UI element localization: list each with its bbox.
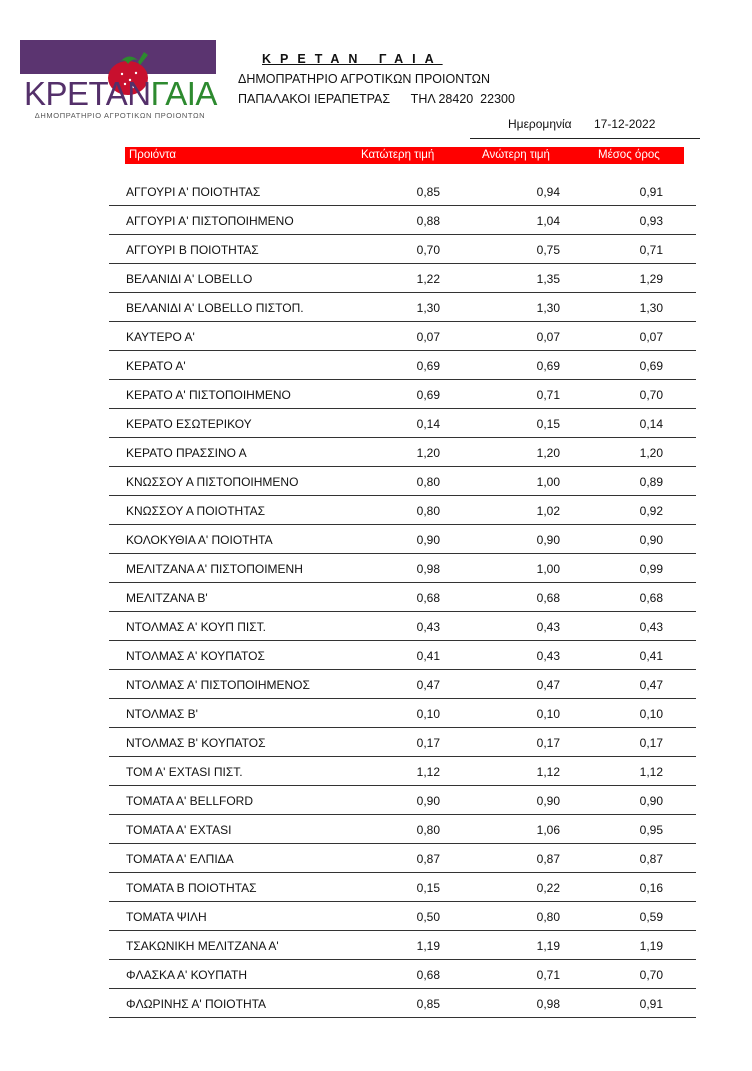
table-row — [109, 989, 696, 1018]
table-row — [109, 641, 696, 670]
table-row — [109, 351, 696, 380]
logo-word-part2: ΓΑΙΑ — [150, 75, 217, 112]
average-price: 0,70 — [639, 968, 663, 982]
average-price: 0,91 — [639, 185, 663, 199]
table-row — [109, 554, 696, 583]
min-price: 0,69 — [416, 359, 440, 373]
max-price: 1,35 — [536, 272, 560, 286]
max-price: 1,19 — [536, 939, 560, 953]
average-price: 0,43 — [639, 620, 663, 634]
average-price: 0,17 — [639, 736, 663, 750]
product-name: ΝΤΟΛΜΑΣ Β' ΚΟΥΠΑΤΟΣ — [126, 736, 266, 750]
average-price: 0,47 — [639, 678, 663, 692]
table-row — [109, 467, 696, 496]
product-name: ΤΟΜΑΤΑ Α' BELLFORD — [126, 794, 253, 808]
min-price: 0,88 — [416, 214, 440, 228]
average-price: 0,69 — [639, 359, 663, 373]
max-price: 1,00 — [536, 475, 560, 489]
min-price: 0,80 — [416, 504, 440, 518]
min-price: 0,90 — [416, 533, 440, 547]
min-price: 1,22 — [416, 272, 440, 286]
max-price: 0,17 — [536, 736, 560, 750]
table-row — [109, 380, 696, 409]
min-price: 0,85 — [416, 185, 440, 199]
product-name: ΚΕΡΑΤΟ ΠΡΑΣΣΙΝΟ Α — [126, 446, 247, 460]
column-header-product: Προιόντα — [129, 149, 176, 161]
average-price: 0,90 — [639, 533, 663, 547]
product-name: ΤΣΑΚΩΝΙΚΗ ΜΕΛΙΤΖΑΝΑ Α' — [126, 939, 279, 953]
table-row — [109, 786, 696, 815]
product-name: ΝΤΟΛΜΑΣ Α' ΠΙΣΤΟΠΟΙΗΜΕΝΟΣ — [126, 678, 310, 692]
product-name: ΦΛΩΡΙΝΗΣ Α' ΠΟΙΟΤΗΤΑ — [126, 997, 267, 1011]
min-price: 0,47 — [416, 678, 440, 692]
table-row — [109, 844, 696, 873]
table-row — [109, 670, 696, 699]
average-price: 0,16 — [639, 881, 663, 895]
min-price: 1,19 — [416, 939, 440, 953]
average-price: 1,20 — [639, 446, 663, 460]
product-name: ΤΟΜ Α' EXTASI ΠΙΣΤ. — [126, 765, 243, 779]
min-price: 0,15 — [416, 881, 440, 895]
average-price: 0,41 — [639, 649, 663, 663]
max-price: 0,07 — [536, 330, 560, 344]
min-price: 0,68 — [416, 591, 440, 605]
table-row — [109, 235, 696, 264]
table-row — [109, 293, 696, 322]
price-table — [109, 177, 696, 1018]
product-name: ΑΓΓΟΥΡΙ Α' ΠΙΣΤΟΠΟΙΗΜΕΝΟ — [126, 214, 294, 228]
average-price: 1,19 — [639, 939, 663, 953]
table-row — [109, 409, 696, 438]
average-price: 1,12 — [639, 765, 663, 779]
document-header — [238, 49, 515, 109]
table-row — [109, 583, 696, 612]
table-row — [109, 960, 696, 989]
max-price: 0,90 — [536, 794, 560, 808]
max-price: 1,30 — [536, 301, 560, 315]
product-name: ΚΑΥΤΕΡΟ Α' — [126, 330, 195, 344]
average-price: 1,29 — [639, 272, 663, 286]
average-price: 1,30 — [639, 301, 663, 315]
max-price: 0,10 — [536, 707, 560, 721]
table-row — [109, 699, 696, 728]
average-price: 0,70 — [639, 388, 663, 402]
product-name: ΜΕΛΙΤΖΑΝΑ Α' ΠΙΣΤΟΠΟΙΜΕΝΗ — [126, 562, 303, 576]
product-name: ΝΤΟΛΜΑΣ Β' — [126, 707, 198, 721]
min-price: 0,90 — [416, 794, 440, 808]
table-row — [109, 322, 696, 351]
product-name: ΦΛΑΣΚΑ Α' ΚΟΥΠΑΤΗ — [126, 968, 248, 982]
average-price: 0,07 — [639, 330, 663, 344]
min-price: 0,85 — [416, 997, 440, 1011]
average-price: 0,99 — [639, 562, 663, 576]
max-price: 0,15 — [536, 417, 560, 431]
product-name: ΤΟΜΑΤΑ Α' EXTASI — [126, 823, 232, 837]
min-price: 0,50 — [416, 910, 440, 924]
max-price: 0,98 — [536, 997, 560, 1011]
min-price: 0,10 — [416, 707, 440, 721]
average-price: 0,89 — [639, 475, 663, 489]
max-price: 0,69 — [536, 359, 560, 373]
product-name: ΝΤΟΛΜΑΣ Α' ΚΟΥΠΑΤΟΣ — [126, 649, 265, 663]
table-row — [109, 496, 696, 525]
logo-subtitle: ΔΗΜΟΠΡΑΤΗΡΙΟ ΑΓΡΟΤΙΚΩΝ ΠΡΟΙΟΝΤΩΝ — [34, 111, 206, 120]
max-price: 0,87 — [536, 852, 560, 866]
table-row — [109, 264, 696, 293]
product-name: ΤΟΜΑΤΑ ΨΙΛΗ — [126, 910, 207, 924]
max-price: 1,04 — [536, 214, 560, 228]
product-name: ΚΕΡΑΤΟ Α' ΠΙΣΤΟΠΟΙΗΜΕΝΟ — [126, 388, 291, 402]
max-price: 1,12 — [536, 765, 560, 779]
table-header — [125, 147, 684, 164]
average-price: 0,68 — [639, 591, 663, 605]
max-price: 0,22 — [536, 881, 560, 895]
min-price: 0,98 — [416, 562, 440, 576]
max-price: 0,90 — [536, 533, 560, 547]
max-price: 1,02 — [536, 504, 560, 518]
date-value: 17-12-2022 — [594, 117, 656, 131]
min-price: 0,14 — [416, 417, 440, 431]
average-price: 0,87 — [639, 852, 663, 866]
min-price: 0,80 — [416, 475, 440, 489]
max-price: 0,68 — [536, 591, 560, 605]
average-price: 0,92 — [639, 504, 663, 518]
column-header-min-price: Κατώτερη τιμή — [361, 149, 435, 161]
max-price: 0,75 — [536, 243, 560, 257]
header-line-2: ΠΑΠΑΛΑΚΟΙ ΙΕΡΑΠΕΤΡΑΣ ΤΗΛ 28420 22300 — [238, 92, 515, 106]
table-row — [109, 931, 696, 960]
table-row — [109, 873, 696, 902]
average-price: 0,93 — [639, 214, 663, 228]
min-price: 0,07 — [416, 330, 440, 344]
product-name: ΒΕΛΑΝΙΔΙ Α' LOBELLO ΠΙΣΤΟΠ. — [126, 301, 304, 315]
table-row — [109, 438, 696, 467]
product-name: ΚΝΩΣΣΟΥ Α ΠΙΣΤΟΠΟΙΗΜΕΝΟ — [126, 475, 299, 489]
product-name: ΚΟΛΟΚΥΘΙΑ Α' ΠΟΙΟΤΗΤΑ — [126, 533, 273, 547]
max-price: 0,80 — [536, 910, 560, 924]
header-divider — [470, 138, 700, 139]
product-name: ΜΕΛΙΤΖΑΝΑ Β' — [126, 591, 208, 605]
logo-word-part1: ΚΡΕΤΑΝ — [24, 75, 151, 112]
table-row — [109, 177, 696, 206]
min-price: 1,12 — [416, 765, 440, 779]
max-price: 0,43 — [536, 649, 560, 663]
max-price: 0,47 — [536, 678, 560, 692]
product-name: ΚΕΡΑΤΟ Α' — [126, 359, 186, 373]
product-name: ΑΓΓΟΥΡΙ Β ΠΟΙΟΤΗΤΑΣ — [126, 243, 259, 257]
max-price: 0,71 — [536, 968, 560, 982]
min-price: 1,20 — [416, 446, 440, 460]
average-price: 0,91 — [639, 997, 663, 1011]
column-header-average: Μέσος όρος — [598, 149, 660, 161]
average-price: 0,59 — [639, 910, 663, 924]
product-name: ΚΕΡΑΤΟ ΕΣΩΤΕΡΙΚΟΥ — [126, 417, 252, 431]
min-price: 0,87 — [416, 852, 440, 866]
min-price: 0,70 — [416, 243, 440, 257]
product-name: ΤΟΜΑΤΑ Β ΠΟΙΟΤΗΤΑΣ — [126, 881, 257, 895]
min-price: 1,30 — [416, 301, 440, 315]
min-price: 0,69 — [416, 388, 440, 402]
product-name: ΑΓΓΟΥΡΙ Α' ΠΟΙΟΤΗΤΑΣ — [126, 185, 261, 199]
max-price: 0,43 — [536, 620, 560, 634]
table-row — [109, 206, 696, 235]
max-price: 1,20 — [536, 446, 560, 460]
max-price: 0,71 — [536, 388, 560, 402]
header-line-1: ΔΗΜΟΠΡΑΤΗΡΙΟ ΑΓΡΟΤΙΚΩΝ ΠΡΟΙΟΝΤΩΝ — [238, 72, 491, 86]
min-price: 0,17 — [416, 736, 440, 750]
table-row — [109, 757, 696, 786]
min-price: 0,68 — [416, 968, 440, 982]
max-price: 1,00 — [536, 562, 560, 576]
logo-wordmark — [24, 74, 216, 114]
average-price: 0,95 — [639, 823, 663, 837]
average-price: 0,71 — [639, 243, 663, 257]
average-price: 0,14 — [639, 417, 663, 431]
min-price: 0,80 — [416, 823, 440, 837]
product-name: ΚΝΩΣΣΟΥ Α ΠΟΙΟΤΗΤΑΣ — [126, 504, 266, 518]
date-label: Ημερομηνία — [508, 117, 572, 131]
product-name: ΤΟΜΑΤΑ Α' ΕΛΠΙΔΑ — [126, 852, 234, 866]
company-logo — [20, 40, 216, 124]
table-row — [109, 525, 696, 554]
company-name: ΚΡΕΤΑΝ ΓΑΙΑ — [262, 52, 443, 66]
table-row — [109, 612, 696, 641]
table-row — [109, 902, 696, 931]
min-price: 0,41 — [416, 649, 440, 663]
max-price: 1,06 — [536, 823, 560, 837]
table-row — [109, 815, 696, 844]
max-price: 0,94 — [536, 185, 560, 199]
average-price: 0,90 — [639, 794, 663, 808]
product-name: ΝΤΟΛΜΑΣ Α' ΚΟΥΠ ΠΙΣΤ. — [126, 620, 266, 634]
min-price: 0,43 — [416, 620, 440, 634]
column-header-max-price: Ανώτερη τιμή — [482, 149, 550, 161]
product-name: ΒΕΛΑΝΙΔΙ Α' LOBELLO — [126, 272, 253, 286]
table-row — [109, 728, 696, 757]
average-price: 0,10 — [639, 707, 663, 721]
